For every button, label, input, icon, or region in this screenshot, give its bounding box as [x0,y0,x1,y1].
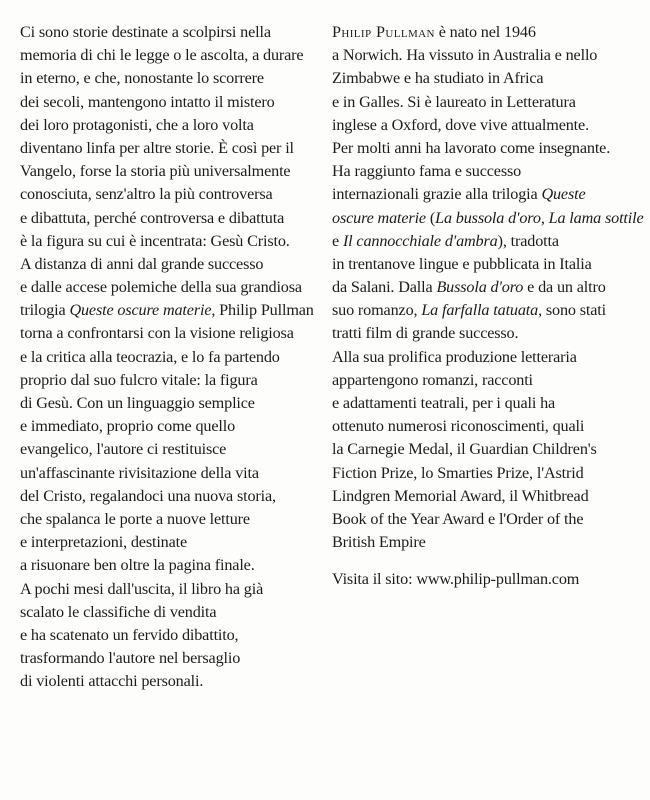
trilogy-title: Queste oscure materie [69,301,212,320]
bio-line: e adattamenti teatrali, per i quali ha [332,394,556,412]
synopsis-line: e immediato, proprio come quello [20,417,236,436]
book-title: La bussola d'oro [435,208,541,227]
line-text: ( [425,208,436,227]
synopsis-line: dei secoli, mantengono intatto il mistero [20,92,275,111]
book-title: La lama sottile [548,208,644,227]
synopsis-line: che spalanca le porte a nuove letture [20,509,250,528]
bio-line: inglese a Oxford, dove vive attualmente. [332,115,589,134]
bio-line: a Norwich. Ha vissuto in Australia e nello [332,46,598,65]
line-text: e da un altro [523,278,606,297]
synopsis-line: Vangelo, forse la storia più universalmente [20,162,291,181]
bio-line: ottenuto numerosi riconoscimenti, quali [332,417,585,436]
synopsis-line: diventano linfa per altre storie. È così per il [20,138,294,157]
bio-line [332,21,644,44]
bio-line: Alla sua prolifica produzione letteraria [332,347,577,366]
synopsis-line: conosciuta, senz'altro la più controversa [20,185,273,204]
bio-line [332,276,644,299]
synopsis-line: e ha scatenato un fervido dibattito, [20,625,239,644]
trilogy-title: oscure materie [332,208,426,227]
line-text: trilogia [20,301,70,320]
synopsis-line: è la figura su cui è incentrata: Gesù Cristo. [20,231,290,250]
synopsis-line: un'affascinante rivisitazione della vita [20,463,259,482]
bio-line: Lindgren Memorial Award, il Whitbread [332,486,589,505]
bio-line [332,230,644,253]
synopsis-line: scalato le classifiche di vendita [20,602,217,621]
synopsis-line: del Cristo, regalandoci una nuova storia, [20,486,276,505]
bio-line [332,183,644,206]
bio-line [332,207,644,230]
bio-line: Zimbabwe e ha studiato in Africa [332,69,544,88]
synopsis-line: e la critica alla teocrazia, e lo fa partendo [20,347,280,366]
bio-line: in trentanove lingue e pubblicata in Italia [332,254,592,273]
synopsis-line: trasformando l'autore nel bersaglio [20,649,241,668]
synopsis-line: e dibattuta, perché controversa e dibattuta [20,208,285,227]
line-text: internazionali grazie alla trilogia [332,185,542,204]
synopsis-line: dei loro protagonisti, che a loro volta [20,115,254,134]
author-name: Philip Pullman [332,23,435,41]
bio-line: appartengono romanzi, racconti [332,370,533,389]
line-text: , sono stati [538,301,606,320]
synopsis-line: e interpretazioni, destinate [20,533,188,552]
bio-line: Per molti anni ha lavorato come insegnante. [332,138,611,157]
author-bio-column [332,21,644,592]
line-text: , Philip Pullman [211,301,314,320]
bio-line: la Carnegie Medal, il Guardian Children's [332,440,597,459]
synopsis-line: di violenti attacchi personali. [20,672,204,691]
synopsis-line: evangelico, l'autore ci restituisce [20,440,227,459]
book-title: Il cannocchiale d'ambra [342,231,498,250]
paragraph-gap [332,554,644,568]
bio-line: British Empire [332,533,426,552]
line-text: e [332,231,343,250]
synopsis-line [20,299,320,322]
bio-line: e in Galles. Si è laureato in Letteratura [332,92,576,111]
line-text: da Salani. Dalla [332,278,437,297]
synopsis-line: Ci sono storie destinate a scolpirsi nella [20,23,271,41]
website-line: Visita il sito: www.philip-pullman.com [332,570,580,589]
synopsis-column [20,21,320,693]
synopsis-line: A pochi mesi dall'uscita, il libro ha già [20,579,264,598]
book-title: La farfalla tatuata [421,301,539,320]
line-text: suo romanzo, [332,301,422,320]
synopsis-line: e dalle accese polemiche della sua grandiosa [20,278,302,297]
synopsis-line: di Gesù. Con un linguaggio semplice [20,394,255,412]
line-text: è nato nel 1946 [434,23,536,41]
synopsis-line: in eterno, e che, nonostante lo scorrere [20,69,264,88]
synopsis-line: a risuonare ben oltre la pagina finale. [20,556,255,575]
bio-line: Book of the Year Award e l'Order of the [332,509,584,528]
line-text: , [540,208,549,227]
synopsis-line: memoria di chi le legge o le ascolta, a durare [20,46,304,65]
bio-line: Ha raggiunto fama e successo [332,162,522,181]
synopsis-line: A distanza di anni dal grande successo [20,254,264,273]
bio-line: Fiction Prize, lo Smarties Prize, l'Astrid [332,463,584,482]
bio-line: tratti film di grande successo. [332,324,519,343]
synopsis-line: torna a confrontarsi con la visione religiosa [20,324,294,343]
synopsis-line: proprio dal suo fulcro vitale: la figura [20,370,258,389]
line-text: ), tradotta [497,231,559,250]
trilogy-title: Queste [541,185,586,204]
book-title: Bussola d'oro [436,278,524,297]
bio-line [332,299,644,322]
